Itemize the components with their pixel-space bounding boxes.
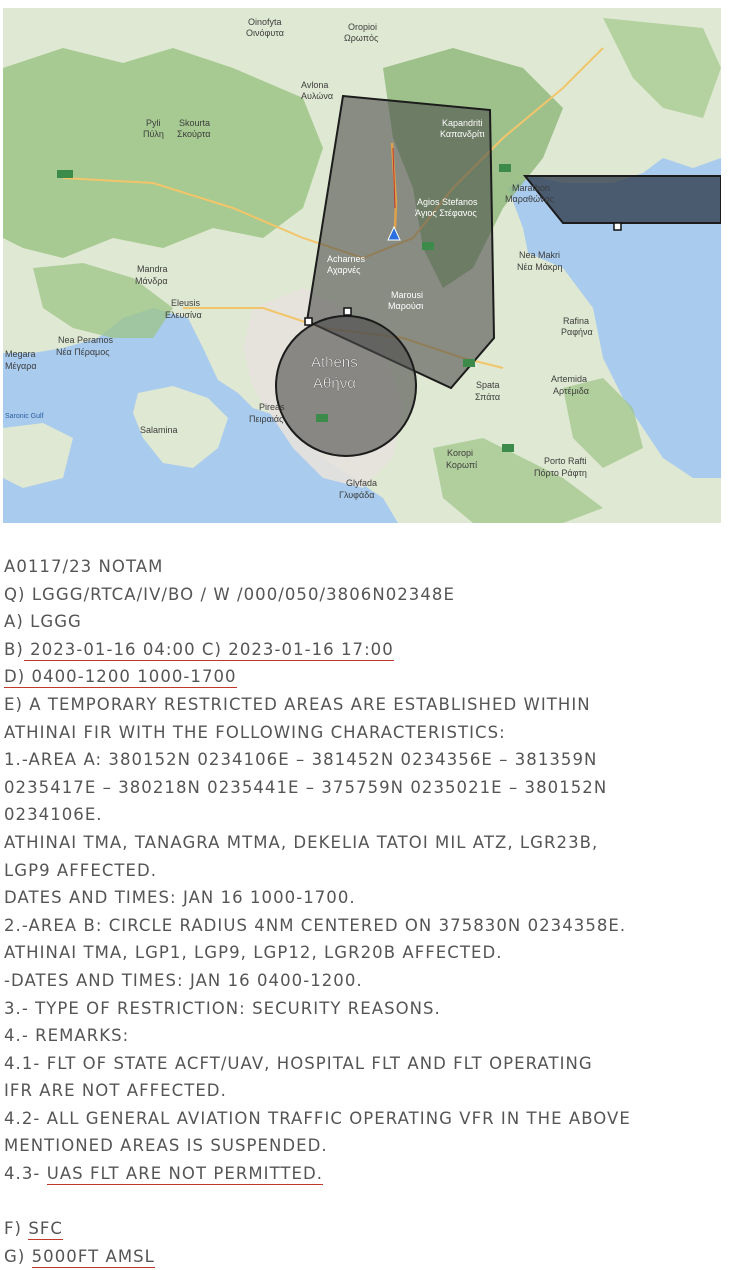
map-canvas [3, 8, 721, 523]
notam-e43-value: UAS FLT ARE NOT PERMITTED. [46, 1164, 324, 1184]
label-piraeus-greek: Πειραιάς [249, 414, 284, 424]
notam-e-line-6: LGP9 AFFECTED. [4, 860, 158, 880]
notam-f-value: SFC [28, 1219, 63, 1239]
label-salamina: Salamina [140, 425, 178, 435]
notam-text [4, 553, 730, 1270]
notam-e-line-9: ATHINAI TMA, LGP1, LGP9, LGP12, LGR20B AFFECTED. [4, 943, 503, 963]
notam-e43-prefix: 4.3- [4, 1164, 47, 1184]
label-oinofyta-greek: Οινόφυτα [246, 28, 284, 38]
label-saronic-gulf: Saronic Gulf [5, 413, 44, 420]
label-porto-rafti-greek: Πόρτο Ράφτη [534, 468, 587, 478]
label-porto-rafti: Porto Rafti [544, 456, 587, 466]
label-marathon-greek: Μαραθώνας [505, 194, 555, 204]
notam-e-line-15: 4.2- ALL GENERAL AVIATION TRAFFIC OPERATING VFR IN THE ABOVE [4, 1108, 631, 1128]
notam-e-line-8: 2.-AREA B: CIRCLE RADIUS 4NM CENTERED ON 375830N 0234358E. [4, 915, 627, 935]
label-marathon: Marathon [512, 183, 551, 193]
notam-e-line-7: DATES AND TIMES: JAN 16 1000-1700. [4, 888, 356, 908]
notam-q-line: Q) LGGG/RTCA/IV/BO / W /000/050/3806N02348E [4, 584, 455, 604]
label-nea-peramos: Nea Peramos [58, 335, 114, 345]
notam-e-line-2: 1.-AREA A: 380152N 0234106E – 381452N 0234356E – 381359N [4, 750, 598, 770]
label-oropioi: Oropioi [348, 22, 378, 32]
label-artemida-greek: Αρτέμιδα [553, 386, 589, 396]
notam-e-line-13: 4.1- FLT OF STATE ACFT/UAV, HOSPITAL FLT AND FLT OPERATING [4, 1053, 593, 1073]
notam-e-line-4: 0234106E. [4, 805, 103, 825]
label-koropi-greek: Κορωπί [446, 460, 478, 470]
notam-a-line: A) LGGG [4, 612, 82, 632]
map-image [3, 8, 721, 523]
label-nea-makri-greek: Νέα Μάκρη [517, 262, 563, 272]
road-badge [316, 414, 328, 422]
label-avlona-greek: Αυλώνα [301, 91, 334, 101]
label-rafina: Rafina [563, 316, 590, 326]
label-marousi: Marousi [391, 290, 424, 300]
label-artemida: Artemida [551, 374, 588, 384]
notam-e-line-3: 0235417E – 380218N 0235441E – 375759N 0235021E – 380152N [4, 777, 608, 797]
label-elefsina: Eleusis [171, 298, 201, 308]
notam-e-line-14: IFR ARE NOT AFFECTED. [4, 1081, 227, 1101]
vertex-handle-2[interactable] [344, 308, 351, 315]
label-nea-makri: Nea Makri [519, 250, 561, 260]
notam-g-prefix: G) [4, 1246, 32, 1266]
label-nea-peramos-greek: Νέα Πέραμος [56, 347, 110, 357]
vertex-handle-3[interactable] [614, 223, 621, 230]
label-oropioi-greek: Ωρωπός [344, 33, 379, 43]
notam-b-value: 2023-01-16 04:00 C) 2023-01-16 17:00 [23, 639, 394, 659]
road-badge [57, 170, 73, 178]
notam-e-line-5: ATHINAI TMA, TANAGRA MTMA, DEKELIA TATOI MIL ATZ, LGR23B, [4, 832, 599, 852]
notam-e-line-0: E) A TEMPORARY RESTRICTED AREAS ARE ESTABLISHED WITHIN [4, 694, 591, 714]
notam-e-line-12: 4.- REMARKS: [4, 1026, 130, 1046]
label-oinofyta: Oinofyta [248, 17, 282, 27]
label-agios-stefanos-greek: Άγιος Στέφανος [415, 208, 477, 218]
label-glyfada-greek: Γλυφάδα [339, 490, 375, 500]
notam-e-line-1: ATHINAI FIR WITH THE FOLLOWING CHARACTERISTICS: [4, 722, 506, 742]
road-badge [499, 164, 511, 172]
label-pyli: Pyli [146, 118, 161, 128]
label-koropi: Koropi [447, 448, 474, 458]
label-athens-greek: Αθήνα [313, 375, 356, 392]
road-badge [502, 444, 514, 452]
label-rafina-greek: Ραφήνα [561, 327, 593, 337]
label-kapandriti-greek: Καπανδρίτι [440, 129, 485, 139]
label-pyli-greek: Πύλη [143, 129, 164, 139]
label-agios-stefanos: Agios Stefanos [417, 197, 478, 207]
restricted-corridor-east [525, 176, 721, 223]
label-glyfada: Glyfada [346, 478, 378, 488]
notam-d-line [4, 663, 730, 691]
notam-b-line [4, 636, 730, 664]
notam-g-value: 5000FT AMSL [31, 1246, 155, 1266]
notam-e-line-16: MENTIONED AREAS IS SUSPENDED. [4, 1136, 328, 1156]
road-badge [422, 242, 434, 250]
label-piraeus: Pireas [259, 402, 285, 412]
road-badge [463, 359, 475, 367]
notam-f-line [4, 1215, 730, 1243]
label-spata: Spata [476, 380, 500, 390]
notam-e-line-11: 3.- TYPE OF RESTRICTION: SECURITY REASONS. [4, 998, 441, 1018]
label-elefsina-greek: Ελευσίνα [165, 310, 202, 320]
label-megara-greek: Μέγαρα [5, 361, 37, 371]
label-athens: Athens [311, 354, 358, 371]
label-acharnes: Acharnes [327, 254, 366, 264]
label-megara: Megara [5, 349, 36, 359]
label-marousi-greek: Μαρούσι [388, 301, 424, 311]
notam-e43-line [4, 1160, 730, 1188]
notam-b-prefix: B) [4, 639, 24, 659]
land-aegina-west [3, 423, 73, 488]
label-skourta-greek: Σκούρτα [177, 129, 211, 139]
notam-id: A0117/23 NOTAM [4, 557, 164, 576]
vertex-handle-1[interactable] [305, 318, 312, 325]
label-acharnes-greek: Αχαρνές [327, 265, 361, 275]
notam-e-line-10: -DATES AND TIMES: JAN 16 0400-1200. [4, 970, 363, 990]
label-skourta: Skourta [179, 118, 211, 128]
label-kapandriti: Kapandriti [442, 118, 483, 128]
label-mandra-greek: Μάνδρα [135, 276, 168, 286]
label-mandra: Mandra [137, 264, 168, 274]
notam-f-prefix: F) [4, 1219, 29, 1239]
notam-g-line [4, 1243, 730, 1270]
label-avlona: Avlona [301, 80, 329, 90]
notam-d-value: D) 0400-1200 1000-1700 [4, 667, 237, 687]
blank-line [4, 1188, 730, 1216]
label-spata-greek: Σπάτα [475, 392, 501, 402]
